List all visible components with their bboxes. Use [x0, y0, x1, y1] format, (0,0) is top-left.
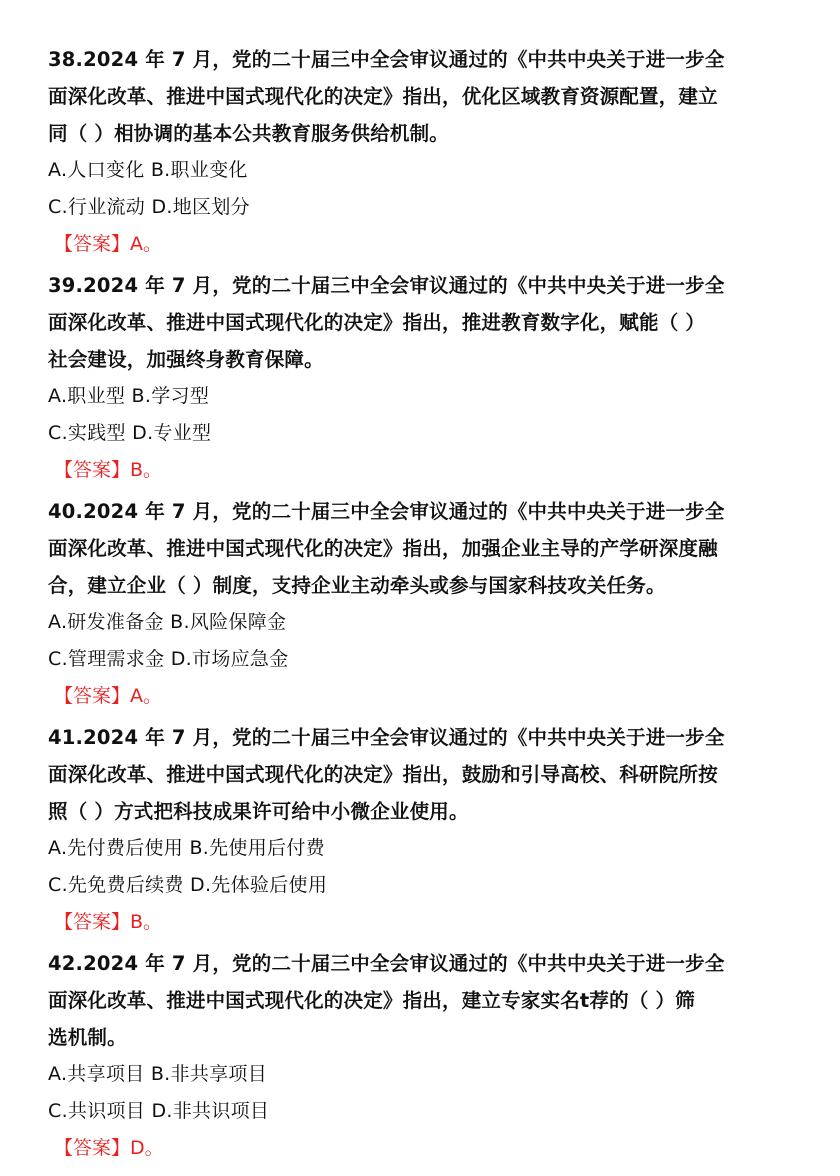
question-41 — [48, 719, 828, 941]
options-line: A.人口变化 B.职业变化 — [48, 159, 248, 181]
answer-value: A。 — [130, 685, 163, 707]
answer-line — [54, 1130, 828, 1167]
options-line: C.先免费后续费 D.先体验后使用 — [48, 874, 328, 896]
question-stem-line: 面深化改革、推进中国式现代化的决定》指出，推进教育数字化，赋能（ ） — [48, 311, 706, 334]
options-line: A.共享项目 B.非共享项目 — [48, 1063, 268, 1085]
question-stem-line: 选机制。 — [48, 1026, 127, 1049]
question-40 — [48, 493, 828, 715]
question-stem-line: 面深化改革、推进中国式现代化的决定》指出，鼓励和引导高校、科研院所按 — [48, 763, 718, 786]
answer-value: D。 — [130, 1137, 164, 1159]
question-stem-line: 面深化改革、推进中国式现代化的决定》指出，优化区域教育资源配置，建立 — [48, 85, 718, 108]
options-line: C.实践型 D.专业型 — [48, 422, 212, 444]
question-stem-line: 照（ ）方式把科技成果许可给中小微企业使用。 — [48, 800, 469, 823]
question-42 — [48, 945, 828, 1167]
answer-value: B。 — [130, 459, 163, 481]
answer-label: 【答案】 — [54, 233, 131, 255]
options-line: A.职业型 B.学习型 — [48, 385, 210, 407]
question-38 — [48, 41, 828, 263]
options-line: C.管理需求金 D.市场应急金 — [48, 648, 289, 670]
question-stem-line: 同（ ）相协调的基本公共教育服务供给机制。 — [48, 122, 449, 145]
question-stem-line: 面深化改革、推进中国式现代化的决定》指出，加强企业主导的产学研深度融 — [48, 537, 718, 560]
question-39 — [48, 267, 828, 489]
options-line: A.研发准备金 B.风险保障金 — [48, 611, 287, 633]
question-stem-line: 42.2024 年 7 月，党的二十届三中全会审议通过的《中共中央关于进一步全 — [48, 952, 725, 975]
answer-value: A。 — [130, 233, 163, 255]
answer-label: 【答案】 — [54, 1137, 131, 1159]
answer-label: 【答案】 — [54, 459, 131, 481]
question-stem-line: 社会建设，加强终身教育保障。 — [48, 348, 324, 371]
options-line: C.行业流动 D.地区划分 — [48, 196, 250, 218]
answer-value: B。 — [130, 911, 163, 933]
answer-line — [54, 226, 828, 263]
answer-label: 【答案】 — [54, 685, 131, 707]
question-stem-line: 41.2024 年 7 月，党的二十届三中全会审议通过的《中共中央关于进一步全 — [48, 726, 725, 749]
question-stem-line: 40.2024 年 7 月，党的二十届三中全会审议通过的《中共中央关于进一步全 — [48, 500, 725, 523]
answer-line — [54, 904, 828, 941]
answer-label: 【答案】 — [54, 911, 131, 933]
question-stem-line: 39.2024 年 7 月，党的二十届三中全会审议通过的《中共中央关于进一步全 — [48, 274, 725, 297]
answer-line — [54, 452, 828, 489]
options-line: C.共识项目 D.非共识项目 — [48, 1100, 270, 1122]
question-stem-line: 合，建立企业（ ）制度，支持企业主动牵头或参与国家科技攻关任务。 — [48, 574, 666, 597]
answer-line — [54, 678, 828, 715]
question-stem-line: 38.2024 年 7 月，党的二十届三中全会审议通过的《中共中央关于进一步全 — [48, 48, 725, 71]
question-stem-line: 面深化改革、推进中国式现代化的决定》指出，建立专家实名t荐的（ ）筛 — [48, 989, 695, 1012]
options-line: A.先付费后使用 B.先使用后付费 — [48, 837, 325, 859]
